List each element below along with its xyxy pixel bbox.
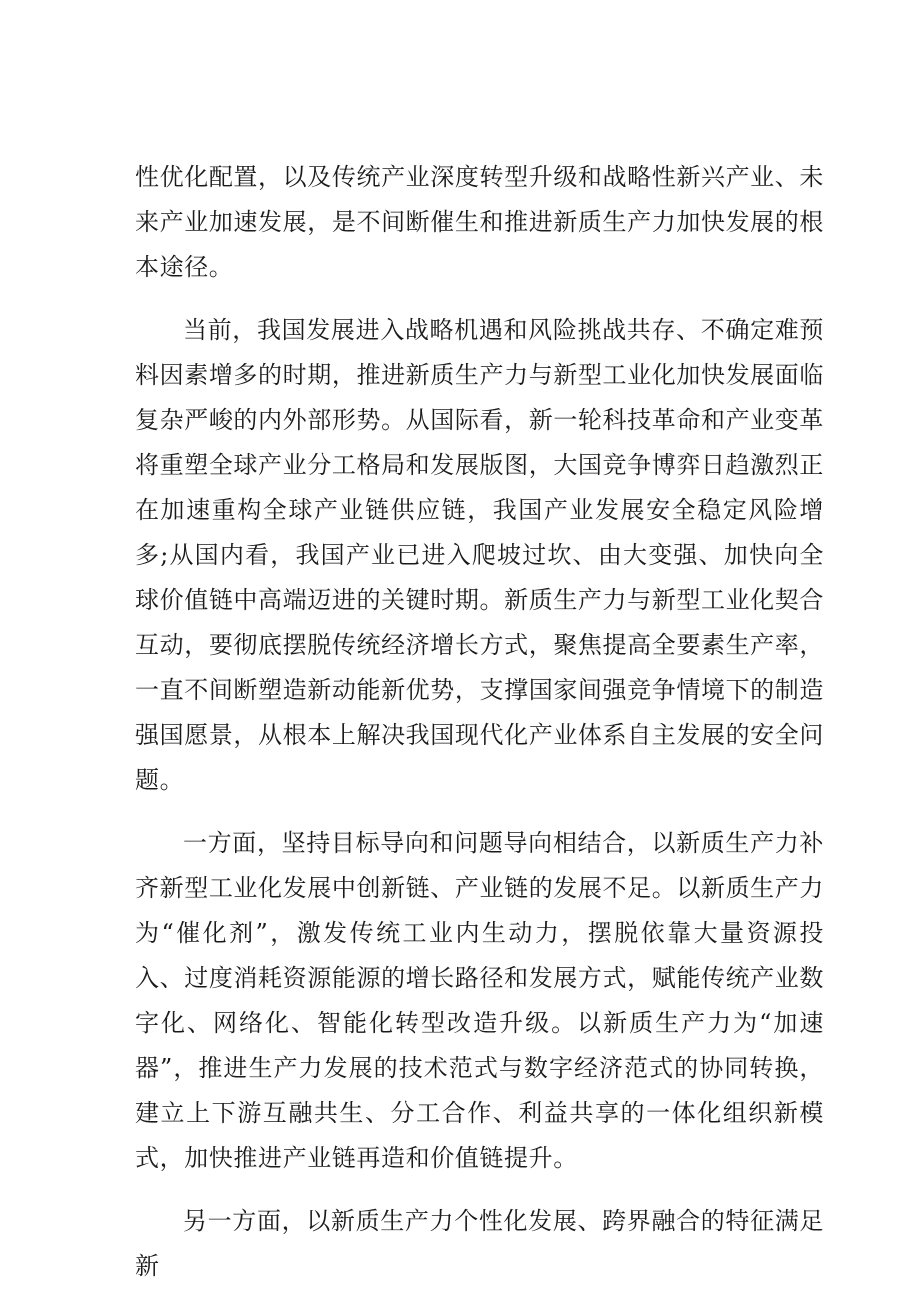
paragraph-3: 一方面，坚持目标导向和问题导向相结合，以新质生产力补齐新型工业化发展中创新链、产业链的发展不足。以新质生产力为“催化剂”，激发传统工业内生动力，摆脱依靠大量资源投入、过度消耗资源能源的增长路径和发展方式，赋能传统产业数字化、网络化、智能化转型改造升级。以新质生产力为“加速器”，推进生产力发展的技术范式与数字经济范式的协同转换，建立上下游互融共生、分工合作、利益共享的一体化组织新模式，加快推进产业链再造和价值链提升。 — [135, 829, 824, 1172]
paragraph-1: 性优化配置，以及传统产业深度转型升级和战略性新兴产业、未来产业加速发展，是不间断催生和推进新质生产力加快发展的根本途径。 — [135, 163, 824, 281]
paragraph-2: 当前，我国发展进入战略机遇和风险挑战共存、不确定难预料因素增多的时期，推进新质生产力与新型工业化加快发展面临复杂严峻的内外部形势。从国际看，新一轮科技革命和产业变革将重塑全球产业分工格局和发展版图，大国竞争博弈日趋激烈正在加速重构全球产业链供应链，我国产业发展安全稳定风险增多;从国内看，我国产业已进入爬坡过坎、由大变强、加快向全球价值链中高端迈进的关键时期。新质生产力与新型工业化契合互动，要彻底摆脱传统经济增长方式，聚焦提高全要素生产率，一直不间断塑造新动能新优势，支撑国家间强竞争情境下的制造强国愿景，从根本上解决我国现代化产业体系自主发展的安全问题。 — [135, 316, 824, 794]
paragraph-4: 另一方面，以新质生产力个性化发展、跨界融合的特征满足新 — [135, 1207, 824, 1280]
